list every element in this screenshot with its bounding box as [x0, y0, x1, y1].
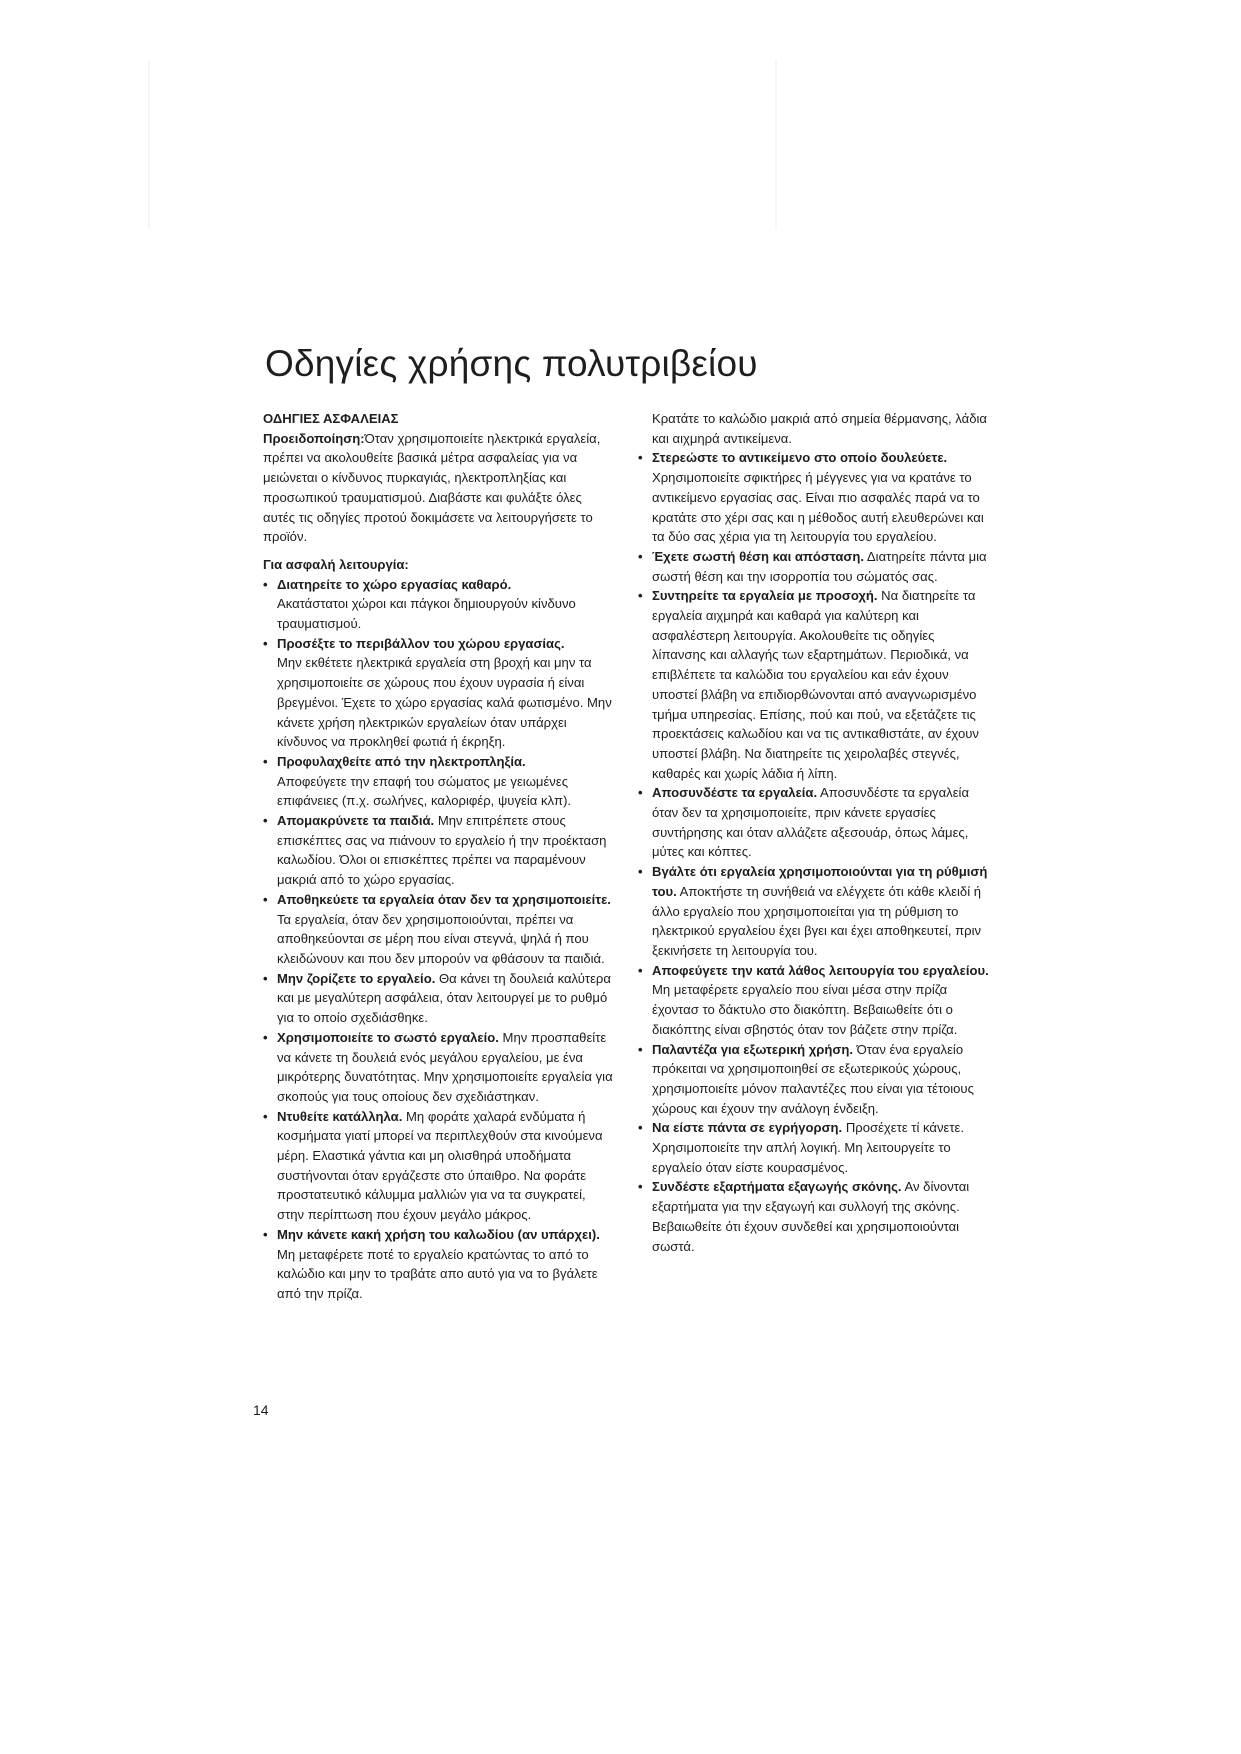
- list-item: • Αποθηκεύετε τα εργαλεία όταν δεν τα χρησιμοποιείτε. Τα εργαλεία, όταν δεν χρησιμοποιούνται, πρέπει να αποθηκεύονται σε μέρη που είναι στεγνά, ψηλά ή που κλειδώνουν και που δεν μπορούν να φθάσουν τα παιδιά.: [263, 891, 611, 966]
- item-text: Μην επιτρέπετε στους επισκέπτες σας να πιάνουν το εργαλείο ή την προέκταση καλωδίου. Όλοι οι επισκέπτες πρέπει να παραμένουν μακριά από το χώρο εργασίας.: [277, 813, 607, 888]
- item-text: Διατηρείτε πάντα μια σωστή θέση και την ισορροπία του σώματός σας.: [652, 548, 987, 584]
- item-title: Προφυλαχθείτε από την ηλεκτροπληξία.: [277, 753, 526, 769]
- continuation-text: Κρατάτε το καλώδιο μακριά από σημεία θέρμανσης, λάδια και αιχμηρά αντικείμενα.: [652, 411, 987, 446]
- item-title: Αποφεύγετε την κατά λάθος λειτουργία του εργαλείου.: [652, 962, 989, 978]
- item-title: Αποσυνδέστε τα εργαλεία.: [652, 785, 818, 801]
- list-item: • Έχετε σωστή θέση και απόσταση. Διατηρείτε πάντα μια σωστή θέση και την ισορροπία του σώματός σας.: [638, 548, 987, 584]
- item-text: Προσέχετε τί κάνετε. Χρησιμοποιείτε την απλή λογική. Μη λειτουργείτε το εργαλείο όταν είστε κουρασμένος.: [652, 1120, 964, 1175]
- list-item: • Ντυθείτε κατάλληλα. Μη φοράτε χαλαρά ενδύματα ή κοσμήματα γιατί μπορεί να περιπλεχθούν στα κινούμενα μέρη. Ελαστικά γάντια και μη ολισθηρά υποδήματα συστήνονται όταν εργάζεστε στο ύπαιθρο. Να φοράτε προστατευτικό κάλυμμα μαλλιών για να τα συγκρατεί, στην περίπτωση που έχουν μεγάλο μάκρος.: [263, 1108, 603, 1223]
- list-item: • Αποσυνδέστε τα εργαλεία. Αποσυνδέστε τα εργαλεία όταν δεν τα χρησιμοποιείτε, πριν κάνετε εργασίες συντήρησης και όταν αλλάζετε αξεσουάρ, όπως λάμες, μύτες και κόπτες.: [638, 785, 970, 860]
- item-title: Να είστε πάντα σε εγρήγορση.: [652, 1120, 843, 1136]
- page-number: 14: [253, 1402, 269, 1418]
- list-item: • Στερεώστε το αντικείμενο στο οποίο δουλεύετε. Χρησιμοποιείτε σφικτήρες ή μέγγενες για να κρατάνε το αντικείμενο εργασίας σας. Είναι πιο ασφαλές παρά να το κρατάτε στο χέρι σας και η μέθοδος αυτή ελευθερώνει και τα δύο σας χέρια για τη λειτουργία του εργαλείου.: [638, 450, 984, 545]
- subheading: Για ασφαλή λειτουργία:: [263, 556, 409, 572]
- list-item: • Συνδέστε εξαρτήματα εξαγωγής σκόνης. Αν δίνονται εξαρτήματα για την εξαγωγή και συλλογή της σκόνης. Βεβαιωθείτε ότι έχουν συνδεθεί και χρησιμοποιούνται σωστά.: [638, 1179, 970, 1254]
- item-title: Στερεώστε το αντικείμενο στο οποίο δουλεύετε.: [652, 450, 948, 466]
- warning-label: Προειδοποίηση:: [263, 430, 365, 446]
- item-title: Ντυθείτε κατάλληλα.: [277, 1108, 403, 1124]
- item-text: Τα εργαλεία, όταν δεν χρησιμοποιούνται, πρέπει να αποθηκεύονται σε μέρη που είναι στεγνά, ψηλά ή που κλειδώνουν και που δεν μπορούν να φθάσουν τα παιδιά.: [277, 911, 605, 966]
- item-text: Μη φοράτε χαλαρά ενδύματα ή κοσμήματα γιατί μπορεί να περιπλεχθούν στα κινούμενα μέρη. Ελαστικά γάντια και μη ολισθηρά υποδήματα συστήνονται όταν εργάζεστε στο ύπαιθρο. Να φοράτε προστατευτικό κάλυμμα μαλλιών για να τα συγκρατεί, στην περίπτωση που έχουν μεγάλο μάκρος.: [277, 1108, 603, 1223]
- page-title: Οδηγίες χρήσης πολυτριβείου: [265, 343, 758, 384]
- list-item: • Μην ζορίζετε το εργαλείο. Θα κάνει τη δουλειά καλύτερα και με μεγαλύτερη ασφάλεια, όταν λειτουργεί με το ρυθμό για το οποίο σχεδιάσθηκε.: [263, 970, 611, 1026]
- scan-artifact: [148, 60, 150, 230]
- item-title: Μην ζορίζετε το εργαλείο.: [277, 970, 436, 986]
- list-item: • Αποφεύγετε την κατά λάθος λειτουργία του εργαλείου. Μη μεταφέρετε εργαλείο που είναι μέσα στην πρίζα έχοντασ το δάκτυλο στο διακόπτη. Βεβαιωθείτε ότι ο διακόπτης είναι σβηστός όταν τον βάζετε στην πρίζα.: [638, 962, 989, 1037]
- item-text: Αποφεύγετε την επαφή του σώματος με γειωμένες επιφάνειες (π.χ. σωλήνες, καλοριφέρ, ψυγεία κλπ).: [277, 773, 572, 809]
- item-title: Συντηρείτε τα εργαλεία με προσοχή.: [652, 588, 878, 604]
- warning-text: Όταν χρησιμοποιείτε ηλεκτρικά εργαλεία, πρέπει να ακολουθείτε βασικά μέτρα ασφαλείας για να μειώνεται ο κίνδυνος πυρκαγιάς, ηλεκτροπληξίας και προσωπικού τραυματισμού. Διαβάστε και φυλάξτε όλες αυτές τις οδηγίες προτού δοκιμάσετε να λειτουργήσετε το προϊόν.: [263, 430, 601, 545]
- item-text: Αποσυνδέστε τα εργαλεία όταν δεν τα χρησιμοποιείτε, πριν κάνετε εργασίες συντήρησης και όταν αλλάζετε αξεσουάρ, όπως λάμες, μύτες και κόπτες.: [652, 785, 970, 860]
- list-item: • Μην κάνετε κακή χρήση του καλωδίου (αν υπάρχει). Μη μεταφέρετε ποτέ το εργαλείο κρατώντας το από το καλώδιο και μην το τραβάτε απο αυτό για να το βγάλετε από την πρίζα.: [263, 1226, 600, 1301]
- item-text: Μη μεταφέρετε εργαλείο που είναι μέσα στην πρίζα έχοντασ το δάκτυλο στο διακόπτη. Βεβαιωθείτε ότι ο διακόπτης είναι σβηστός όταν τον βάζετε στην πρίζα.: [652, 982, 958, 1037]
- list-item: • Χρησιμοποιείτε το σωστό εργαλείο. Μην προσπαθείτε να κάνετε τη δουλειά ενός μεγάλου εργαλείου, με ένα μικρότερης δυνατότητας. Μην χρησιμοποιείτε εργαλεία για σκοπούς για τους οποίους δεν σχεδιάστηκαν.: [263, 1029, 613, 1104]
- list-item: • Συντηρείτε τα εργαλεία με προσοχή. Να διατηρείτε τα εργαλεία αιχμηρά και καθαρά για καλύτερη και ασφαλέστερη λειτουργία. Ακολουθείτε τις οδηγίες λίπανσης και αλλαγής των εξαρτημάτων. Περιοδικά, να επιβλέπετε τα καλώδια του εργαλείου και εάν έχουν υποστεί βλάβη να επιδιορθώνονται από αναγνωρισμένο τμήμα υπηρεσίας. Επίσης, πού και πού, να εξετάζετε τις προεκτάσεις καλωδίου και να τις αντικαθιστάτε, αν έχουν υποστεί βλάβη. Να διατηρείτε τις χειρολαβές στεγνές, καθαρές και χωρίς λάδια ή λίπη.: [638, 588, 979, 781]
- list-item: • Διατηρείτε το χώρο εργασίας καθαρό. Ακατάστατοι χώροι και πάγκοι δημιουργούν κίνδυνο τραυματισμού.: [263, 576, 576, 632]
- item-text: Θα κάνει τη δουλειά καλύτερα και με μεγαλύτερη ασφάλεια, όταν λειτουργεί με το ρυθμό για το οποίο σχεδιάσθηκε.: [277, 970, 611, 1026]
- right-column: [638, 409, 990, 1256]
- list-item: • Βγάλτε ότι εργαλεία χρησιμοποιούνται για τη ρύθμισή του. Αποκτήστε τη συνήθειά να ελέγχετε ότι κάθε κλειδί ή άλλο εργαλείο που χρησιμοποιείται για τη ρύθμιση το ηλεκτρικού εργαλείου έχει βγει και έχει αποθηκευτεί, πριν ξεκινήσετε τη λειτουργία του.: [638, 864, 988, 958]
- item-text: Μην προσπαθείτε να κάνετε τη δουλειά ενός μεγάλου εργαλείου, με ένα μικρότερης δυνατότητας. Μην χρησιμοποιείτε εργαλεία για σκοπούς για τους οποίους δεν σχεδιάστηκαν.: [277, 1029, 613, 1104]
- item-title: Αποθηκεύετε τα εργαλεία όταν δεν τα χρησιμοποιείτε.: [277, 891, 611, 907]
- list-item: • Να είστε πάντα σε εγρήγορση. Προσέχετε τί κάνετε. Χρησιμοποιείτε την απλή λογική. Μη λειτουργείτε το εργαλείο όταν είστε κουρασμένος.: [638, 1120, 964, 1175]
- item-title: Απομακρύνετε τα παιδιά.: [277, 813, 435, 829]
- item-title: Βγάλτε ότι εργαλεία χρησιμοποιούνται για τη ρύθμισή του.: [652, 864, 988, 899]
- item-text: Να διατηρείτε τα εργαλεία αιχμηρά και καθαρά για καλύτερη και ασφαλέστερη λειτουργία. Ακολουθείτε τις οδηγίες λίπανσης και αλλαγής των εξαρτημάτων. Περιοδικά, να επιβλέπετε τα καλώδια του εργαλείου και εάν έχουν υποστεί βλάβη να επιδιορθώνονται από αναγνωρισμένο τμήμα υπηρεσίας. Επίσης, πού και πού, να εξετάζετε τις προεκτάσεις καλωδίου και να τις αντικαθιστάτε, αν έχουν υποστεί βλάβη. Να διατηρείτε τις χειρολαβές στεγνές, καθαρές και χωρίς λάδια ή λίπη.: [652, 588, 979, 781]
- item-text: Μη μεταφέρετε ποτέ το εργαλείο κρατώντας το από το καλώδιο και μην το τραβάτε απο αυτό για να το βγάλετε από την πρίζα.: [277, 1246, 598, 1301]
- scan-artifact: [775, 60, 777, 230]
- item-text: Αποκτήστε τη συνήθειά να ελέγχετε ότι κάθε κλειδί ή άλλο εργαλείο που χρησιμοποιείται για τη ρύθμιση το ηλεκτρικού εργαλείου έχει βγει και έχει αποθηκευτεί, πριν ξεκινήσετε τη λειτουργία του.: [652, 883, 982, 958]
- list-item: • Προφυλαχθείτε από την ηλεκτροπληξία. Αποφεύγετε την επαφή του σώματος με γειωμένες επιφάνειες (π.χ. σωλήνες, καλοριφέρ, ψυγεία κλπ).: [263, 753, 572, 809]
- item-text: Χρησιμοποιείτε σφικτήρες ή μέγγενες για να κρατάνε το αντικείμενο εργασίας σας. Είναι πιο ασφαλές παρά να το κρατάτε στο χέρι σας και η μέθοδος αυτή ελευθερώνει και τα δύο σας χέρια για τη λειτουργία του εργαλείου.: [652, 470, 984, 545]
- left-column: [263, 409, 613, 1304]
- list-item: • Προσέξτε το περιβάλλον του χώρου εργασίας. Μην εκθέτετε ηλεκτρικά εργαλεία στη βροχή και μην τα χρησιμοποιείτε σε χώρους που έχουν υγρασία ή είναι βρεγμένοι. Έχετε το χώρο εργασίας καλά φωτισμένο. Μην κάνετε χρήση ηλεκτρικών εργαλείων όταν υπάρχει κίνδυνος να προκληθεί φωτιά ή έκρηξη.: [263, 635, 612, 750]
- section-heading: ΟΔΗΓΙΕΣ ΑΣΦΑΛΕΙΑΣ: [263, 411, 399, 426]
- item-text: Αν δίνονται εξαρτήματα για την εξαγωγή και συλλογή της σκόνης. Βεβαιωθείτε ότι έχουν συνδεθεί και χρησιμοποιούνται σωστά.: [652, 1179, 970, 1254]
- item-title: Έχετε σωστή θέση και απόσταση.: [652, 548, 864, 564]
- item-title: Χρησιμοποιείτε το σωστό εργαλείο.: [277, 1029, 499, 1045]
- item-title: Μην κάνετε κακή χρήση του καλωδίου (αν υπάρχει).: [277, 1226, 600, 1242]
- item-text: Μην εκθέτετε ηλεκτρικά εργαλεία στη βροχή και μην τα χρησιμοποιείτε σε χώρους που έχουν υγρασία ή είναι βρεγμένοι. Έχετε το χώρο εργασίας καλά φωτισμένο. Μην κάνετε χρήση ηλεκτρικών εργαλείων όταν υπάρχει κίνδυνος να προκληθεί φωτιά ή έκρηξη.: [277, 655, 612, 750]
- item-text: Όταν ένα εργαλείο πρόκειται να χρησιμοποιηθεί σε εξωτερικούς χώρους, χρησιμοποιείτε μόνον παλαντέζες που είναι για τέτοιους χώρους και έχουν την ανάλογη ένδειξη.: [652, 1041, 974, 1116]
- item-title: Προσέξτε το περιβάλλον του χώρου εργασίας.: [277, 635, 565, 651]
- item-text: Ακατάστατοι χώροι και πάγκοι δημιουργούν κίνδυνο τραυματισμού.: [277, 596, 576, 632]
- list-item: • Παλαντέζα για εξωτερική χρήση. Όταν ένα εργαλείο πρόκειται να χρησιμοποιηθεί σε εξωτερικούς χώρους, χρησιμοποιείτε μόνον παλαντέζες που είναι για τέτοιους χώρους και έχουν την ανάλογη ένδειξη.: [638, 1041, 974, 1116]
- item-title: Διατηρείτε το χώρο εργασίας καθαρό.: [277, 576, 512, 592]
- item-title: Παλαντέζα για εξωτερική χρήση.: [652, 1041, 854, 1057]
- item-title: Συνδέστε εξαρτήματα εξαγωγής σκόνης.: [652, 1179, 902, 1195]
- warning-paragraph: [263, 429, 613, 547]
- list-item: • Απομακρύνετε τα παιδιά. Μην επιτρέπετε στους επισκέπτες σας να πιάνουν το εργαλείο ή την προέκταση καλωδίου. Όλοι οι επισκέπτες πρέπει να παραμένουν μακριά από το χώρο εργασίας.: [263, 813, 607, 888]
